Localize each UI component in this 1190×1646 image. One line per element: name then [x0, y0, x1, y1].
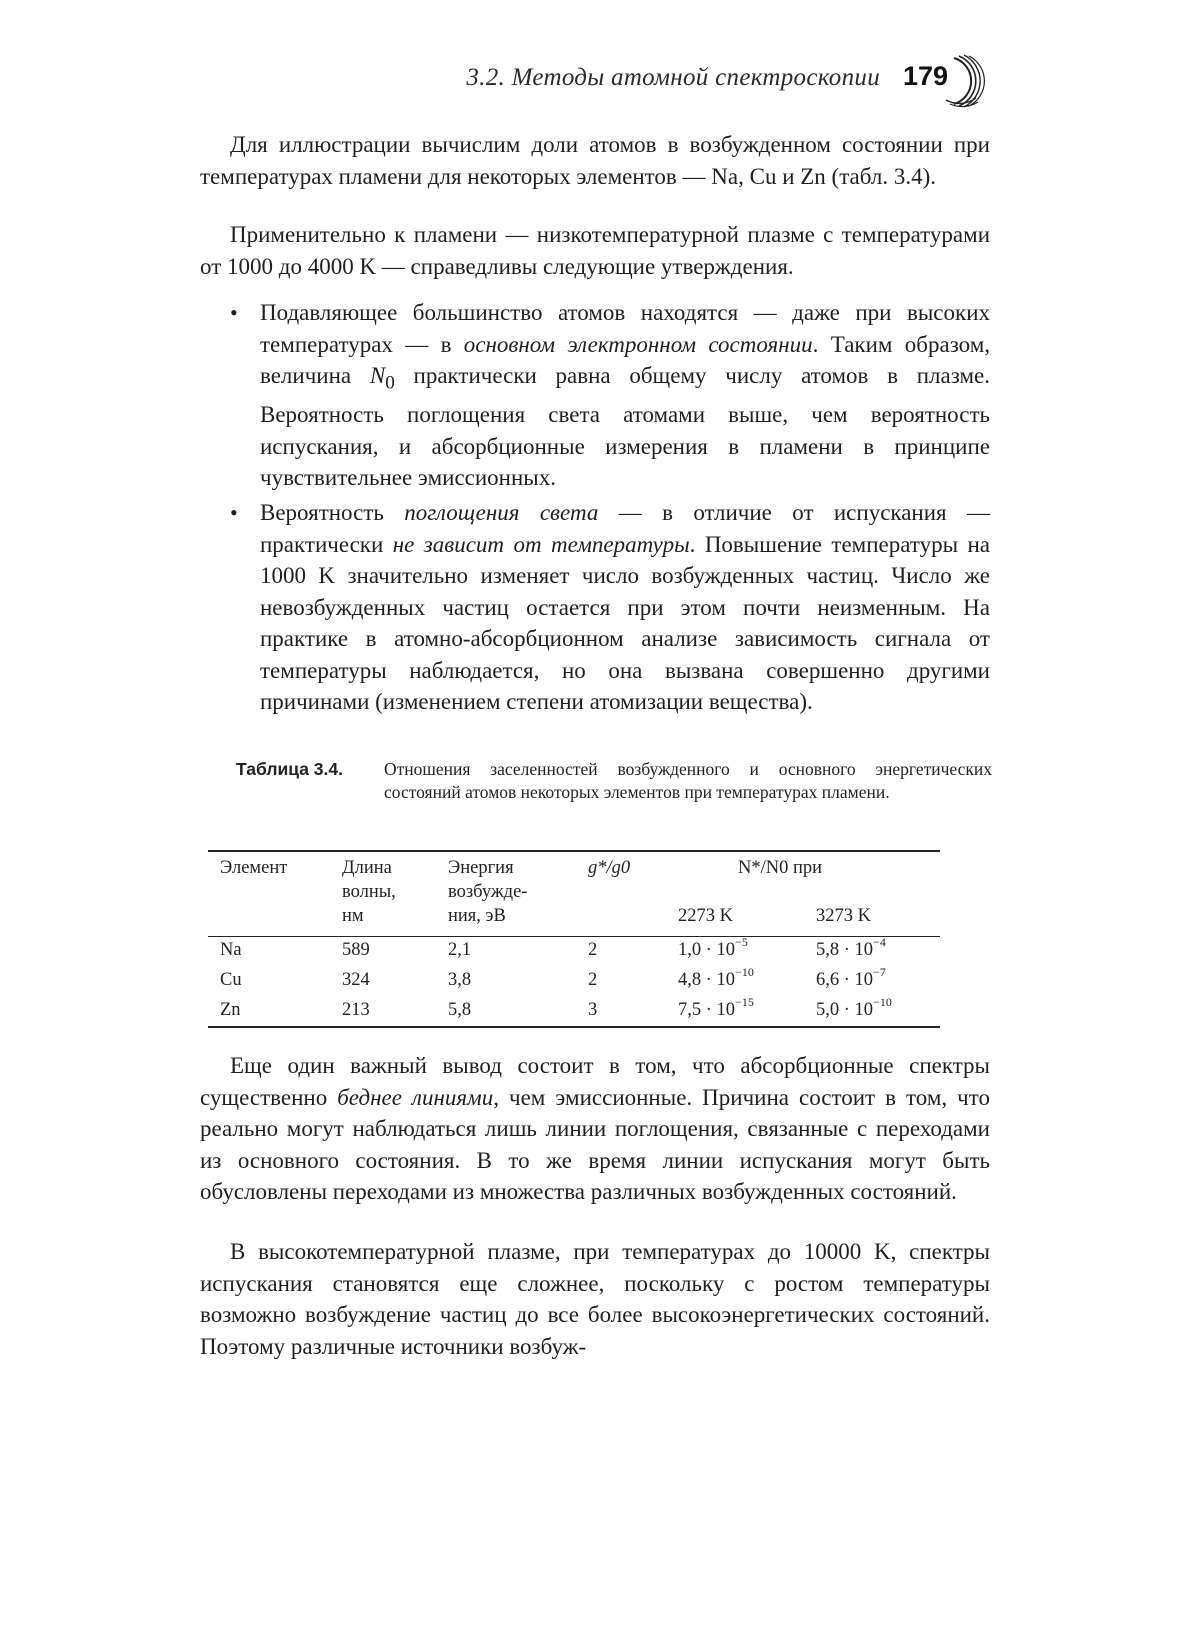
bullet-content [230, 497, 990, 718]
cell-energy: 5,8 [448, 1000, 472, 1020]
mantissa: 1,0 · 10 [678, 940, 736, 960]
cell-energy: 2,1 [448, 940, 472, 960]
header-wavelength-2: волны, [342, 882, 396, 902]
table-header-rule [208, 936, 940, 937]
paragraph-text [200, 1236, 990, 1362]
paragraph-text-run: , чем эмиссионные. Причина состоит в том, что реально могут наблюдаться лишь линии поглощения, связанные с переходами из основного состояния. В то же время линии испускания могут быть обусловлены переходами из множества различных возбужденных состояний. [200, 1084, 990, 1204]
bullet-emphasis: основном электронном состоянии [463, 331, 813, 357]
mantissa: 5,0 · 10 [816, 1000, 874, 1020]
header-g-ratio: g*/g0 [588, 858, 631, 878]
table-top-rule [208, 850, 940, 852]
mantissa: 4,8 · 10 [678, 970, 736, 990]
cell-ratio-2273 [678, 995, 754, 1022]
paragraph-text [200, 1050, 990, 1208]
cell-wavelength: 589 [342, 940, 370, 960]
header-element: Элемент [220, 858, 288, 878]
mantissa: 5,8 · 10 [816, 940, 874, 960]
header-wavelength-1: Длина [342, 858, 392, 878]
header-energy-2: возбужде- [448, 882, 528, 902]
header-temp-3273: 3273 K [816, 906, 871, 926]
bullet-text: практически равна общему числу атомов в плазме. Вероятность поглощения света атомами выше, чем вероятность испускания, и абсорбционные измерения в пламени в принципе чувствительнее эмиссионных. [260, 363, 990, 491]
cell-g-ratio: 2 [588, 970, 598, 990]
bullet-icon: • [230, 300, 238, 325]
cell-g-ratio: 3 [588, 1000, 598, 1020]
header-wavelength-3: нм [342, 906, 364, 926]
cell-g-ratio: 2 [588, 940, 598, 960]
exponent: −4 [873, 935, 886, 949]
cell-ratio-3273 [816, 995, 892, 1022]
paragraph-text: Применительно к пламени — низкотемпературной плазме с температурами от 1000 до 4000 K — справедливы следующие утверждения. [200, 222, 990, 279]
cell-wavelength: 213 [342, 1000, 370, 1020]
cell-energy: 3,8 [448, 970, 472, 990]
mantissa: 6,6 · 10 [816, 970, 874, 990]
exponent: −15 [735, 995, 754, 1009]
bullet-item-ground-state [230, 297, 990, 494]
paragraph-flame [200, 219, 990, 282]
running-header [200, 58, 990, 108]
cell-element: Zn [220, 1000, 241, 1020]
paragraph-high-temp [200, 1236, 990, 1362]
paragraph-text: Для иллюстрации вычислим доли атомов в возбужденном состоянии при температурах пламени для некоторых элементов — Na, Cu и Zn (табл. 3.4). [200, 132, 990, 189]
exponent: −10 [735, 965, 754, 979]
paragraph-text-run: Еще один важный вывод состоит в том, что абсорбционные спектры существенно [200, 1053, 990, 1110]
paragraph-emphasis: беднее линиями [337, 1084, 494, 1110]
symbol-n: N [369, 363, 386, 388]
table-bottom-rule [208, 1026, 940, 1028]
header-temp-2273: 2273 K [678, 906, 733, 926]
bullet-emphasis: не зависит от температуры [392, 531, 690, 557]
bullet-text: Подавляющее большинство атомов находятся — даже при высоких температурах — в [260, 300, 990, 357]
cell-ratio-3273 [816, 935, 886, 962]
bullet-text: . Таким образом, величина [260, 331, 991, 388]
bullet-item-absorption [230, 497, 990, 718]
paragraph-conclusion [200, 1050, 990, 1208]
bullet-emphasis: поглощения света [404, 500, 599, 525]
cell-element: Cu [220, 970, 242, 990]
bullet-text: — в отличие от испускания — практически [260, 500, 991, 557]
paragraph-intro [200, 129, 990, 192]
paragraph-text-run: В высокотемпературной плазме, при температурах до 10000 K, спектры испускания становятся еще сложнее, поскольку с ростом температуры возможно возбуждение частиц до все более высокоэнергетических состояний. Поэтому различные источники возбуж- [200, 1239, 990, 1359]
header-n-ratio: N*/N0 при [738, 858, 823, 878]
exponent: −7 [873, 965, 886, 979]
cell-ratio-3273 [816, 965, 886, 992]
cell-ratio-2273 [678, 965, 754, 992]
section-title: 3.2. Методы атомной спектроскопии [466, 64, 880, 91]
cell-element: Na [220, 940, 242, 960]
header-energy-3: ния, эВ [448, 906, 506, 926]
table-caption-text: Отношения заселенностей возбужденного и основного энергетических состояний атомов некоторых элементов при температурах пламени. [384, 759, 992, 802]
mantissa: 7,5 · 10 [678, 1000, 736, 1020]
page-number: 179 [902, 61, 948, 91]
page-number-arcs-icon [932, 52, 990, 110]
exponent: −10 [873, 995, 892, 1009]
bullet-text: . Повышение температуры на 1000 K значительно изменяет число возбужденных частиц. Число же невозбужденных частиц остается при этом почти неизменным. На практике в атомно-абсорбционном анализе зависимость сигнала от температуры наблюдается, но она вызвана совершенно другими причинами (изменением степени атомизации вещества). [260, 531, 990, 714]
bullet-content [230, 297, 990, 494]
cell-ratio-2273 [678, 935, 748, 962]
cell-wavelength: 324 [342, 970, 370, 990]
exponent: −5 [735, 935, 748, 949]
header-energy-1: Энергия [448, 858, 514, 878]
bullet-icon: • [230, 500, 238, 525]
table-caption-label: Таблица 3.4. [236, 759, 343, 779]
symbol-subscript: 0 [385, 372, 395, 394]
bullet-text: Вероятность [260, 500, 405, 525]
